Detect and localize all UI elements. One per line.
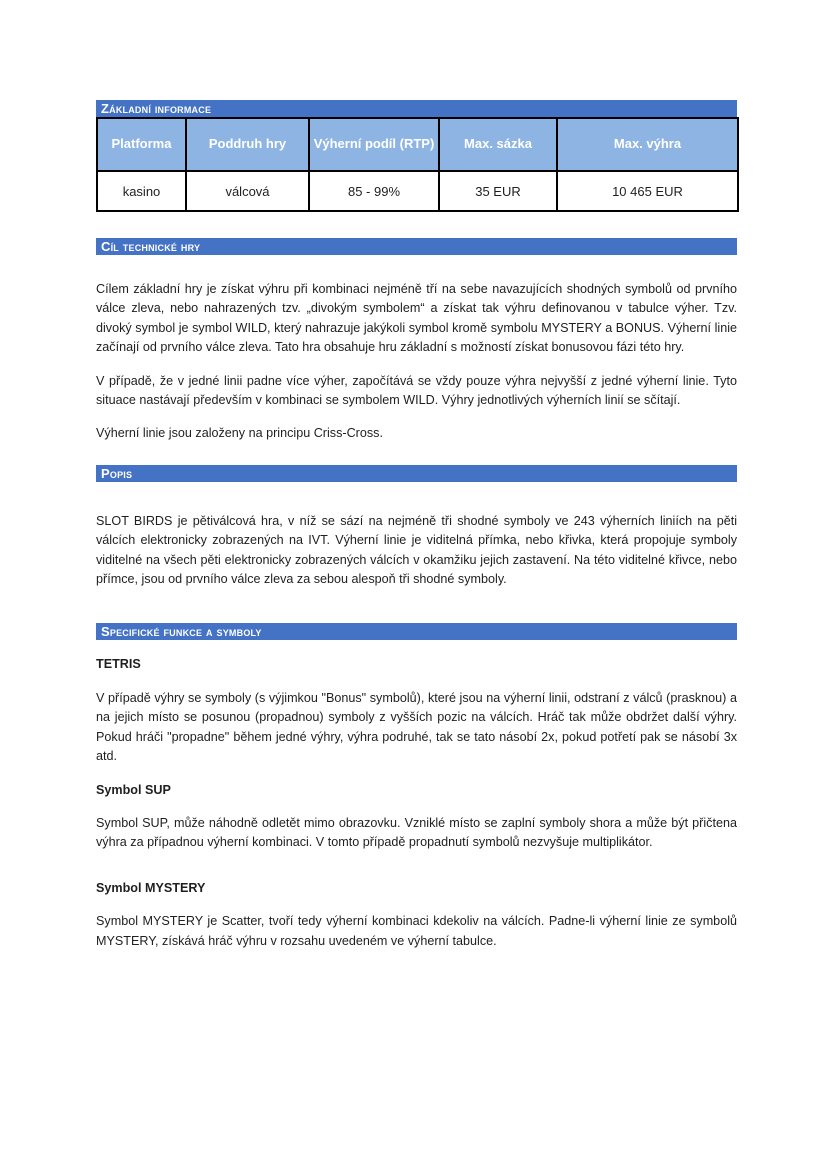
section-header-basic-info: Základní informace (96, 100, 737, 117)
tetris-heading: TETRIS (96, 657, 141, 672)
section-header-goal: Cíl technické hry (96, 238, 737, 255)
goal-paragraph-3: Výherní linie jsou založeny na principu Criss-Cross. (96, 426, 383, 441)
basic-info-table (96, 117, 739, 212)
header-cell-platforma: Platforma (97, 118, 186, 171)
goal-paragraph-1: Cílem základní hry je získat výhru při kombinaci nejméně tří na sebe navazujících shodných symbolů od prvního válce zleva, nebo nahrazených tzv. „divokým symbolem“ a získat tak výhru definovanou v tabulce výher. Tzv. divoký symbol je symbol WILD, který nahrazuje jakýkoli symbol kromě symbolu MYSTERY a BONUS. Výherní linie začínají od prvního válce zleva. Tato hra obsahuje hru základní s možností získat bonusovou fázi této hry. (96, 282, 737, 355)
section-header-functions: Specifické funkce a symboly (96, 623, 737, 640)
document-content (96, 100, 737, 965)
header-cell-vyherni-podil: Výherní podíl (RTP) (309, 118, 439, 171)
symbol-sup-paragraph: Symbol SUP, může náhodně odletět mimo obrazovku. Vzniklé místo se zaplní symboly shora a může být přičtena výhra za případnou výherní kombinaci. V tomto případě propadnutí symbolů nezvyšuje multiplikátor. (96, 815, 737, 850)
cell-max-sazka-value: 35 EUR (439, 171, 557, 211)
symbol-sup-heading: Symbol SUP (96, 782, 171, 797)
header-cell-max-vyhra: Max. výhra (557, 118, 738, 171)
table-data-row (97, 171, 738, 211)
description-paragraph: SLOT BIRDS je pětiválcová hra, v níž se sází na nejméně tři shodné symboly ve 243 výherních liniích na pěti válcích elektronicky zobrazených na IVT. Výherní linie je viditelná přímka, nebo křivka, která propojuje symboly viditelné na všech pěti elektronicky zobrazených válcích v okamžiku jejich zastavení. Na této viditelné křivce, nebo přímce, jsou od prvního válce zleva za sebou alespoň tři shodné symboly. (96, 513, 737, 587)
header-cell-max-sazka: Max. sázka (439, 118, 557, 171)
goal-paragraph-2: V případě, že v jedné linii padne více výher, započítává se vždy pouze výhra nejvyšší z jedné výherní linie. Tyto situace nastávají především v kombinaci se symbolem WILD. Výhry jednotlivých výherních linií se sčítají. (96, 373, 737, 408)
symbol-mystery-heading: Symbol MYSTERY (96, 880, 206, 895)
section-header-description: Popis (96, 465, 737, 482)
tetris-paragraph: V případě výhry se symboly (s výjimkou "Bonus" symbolů), které jsou na výherní linii, odstraní z válců (prasknou) a na jejich místo se posunou (propadnou) symboly z vyšších pozic na válcích. Hráč tak může obdržet další výhry. Pokud hráči "propadne" během jedné výhry, výhra podruhé, tak se tato násobí 2x, pokud potřetí pak se násobí 3x atd. (96, 690, 737, 764)
symbol-mystery-paragraph: Symbol MYSTERY je Scatter, tvoří tedy výherní kombinaci kdekoliv na válcích. Padne-li výherní linie ze symbolů MYSTERY, získává hráč výhru v rozsahu uvedeném ve výherní tabulce. (96, 914, 737, 948)
cell-vyherni-podil-value: 85 - 99% (309, 171, 439, 211)
table-header-row (97, 118, 738, 171)
header-cell-poddruh-hry: Poddruh hry (186, 118, 309, 171)
cell-poddruh-hry-value: válcová (186, 171, 309, 211)
cell-max-vyhra-value: 10 465 EUR (557, 171, 738, 211)
cell-platforma-value: kasino (97, 171, 186, 211)
